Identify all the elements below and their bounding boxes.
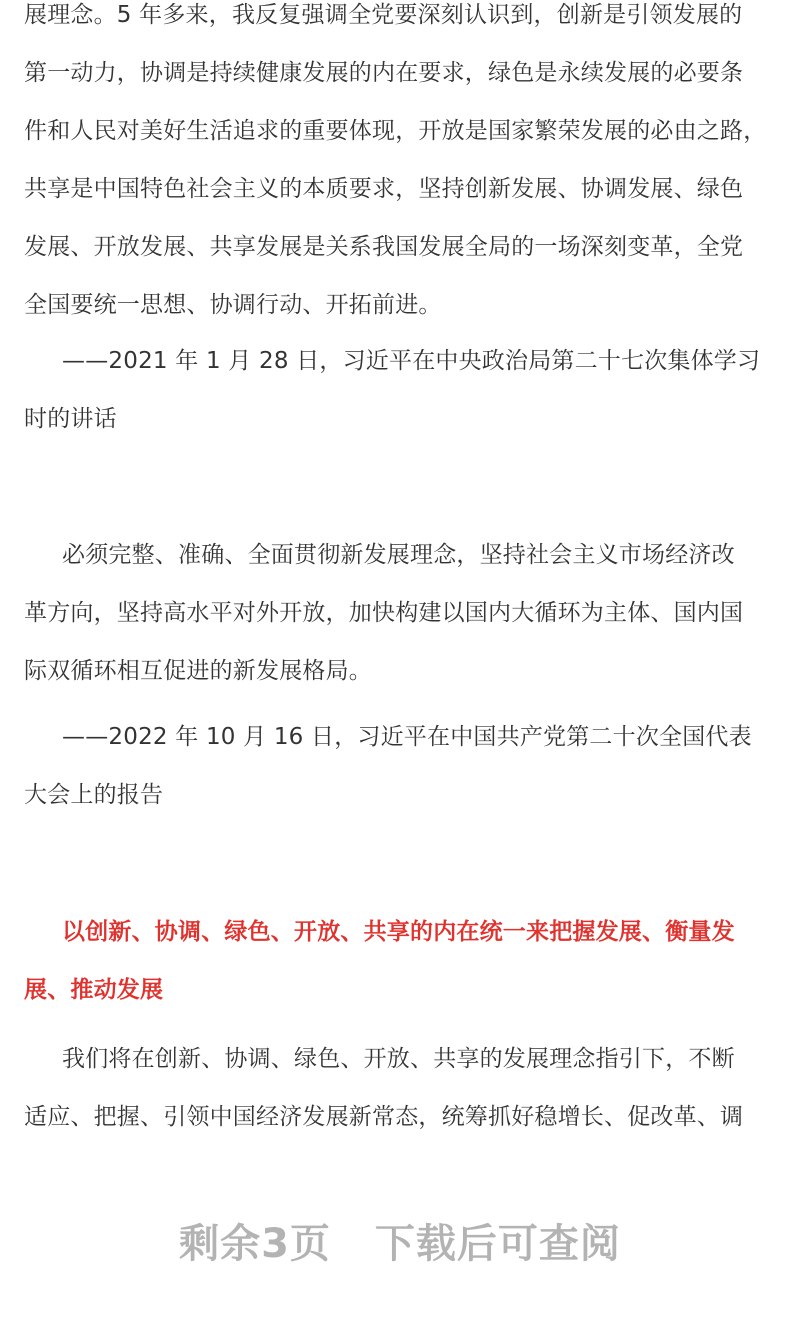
paragraph-2 [24,526,776,700]
heading-line: 以创新、协调、绿色、开放、共享的内在统一来把握发展、衡量发 [62,919,735,945]
text-line: 第一动力，协调是持续健康发展的内在要求，绿色是永续发展的必要条 [24,60,744,86]
text-line: ——2021 年 1 月 28 日，习近平在中央政治局第二十七次集体学习 [62,348,761,374]
text-line: 必须完整、准确、全面贯彻新发展理念，坚持社会主义市场经济改 [62,542,735,568]
text-line: 件和人民对美好生活追求的重要体现，开放是国家繁荣发展的必由之路， [24,118,767,144]
text-line: 革方向，坚持高水平对外开放，加快构建以国内大循环为主体、国内国 [24,600,744,626]
text-line: 发展、开放发展、共享发展是关系我国发展全局的一场深刻变革，全党 [24,234,744,260]
source-citation-2 [24,708,776,824]
paragraph-1 [24,0,776,334]
remaining-pages-label: 剩余3页 [179,1221,331,1267]
download-prompt[interactable] [0,1212,800,1269]
text-line: 大会上的报告 [24,782,164,808]
paragraph-3 [24,1030,776,1146]
text-line: ——2022 年 10 月 16 日，习近平在中国共产党第二十次全国代表 [62,724,752,750]
section-heading [24,903,776,1019]
text-line: 时的讲话 [24,406,117,432]
source-citation-1 [24,332,776,448]
heading-line: 展、推动发展 [24,977,164,1003]
text-line: 际双循环相互促进的新发展格局。 [24,658,372,684]
download-to-view-label: 下载后可查阅 [374,1221,621,1267]
text-line: 全国要统一思想、协调行动、开拓前进。 [24,292,442,318]
text-line: 适应、把握、引领中国经济发展新常态，统筹抓好稳增长、促改革、调 [24,1104,744,1130]
text-line: 共享是中国特色社会主义的本质要求，坚持创新发展、协调发展、绿色 [24,176,744,202]
text-line: 展理念。5 年多来，我反复强调全党要深刻认识到，创新是引领发展的 [24,2,743,28]
text-line: 我们将在创新、协调、绿色、开放、共享的发展理念指引下，不断 [62,1046,735,1072]
